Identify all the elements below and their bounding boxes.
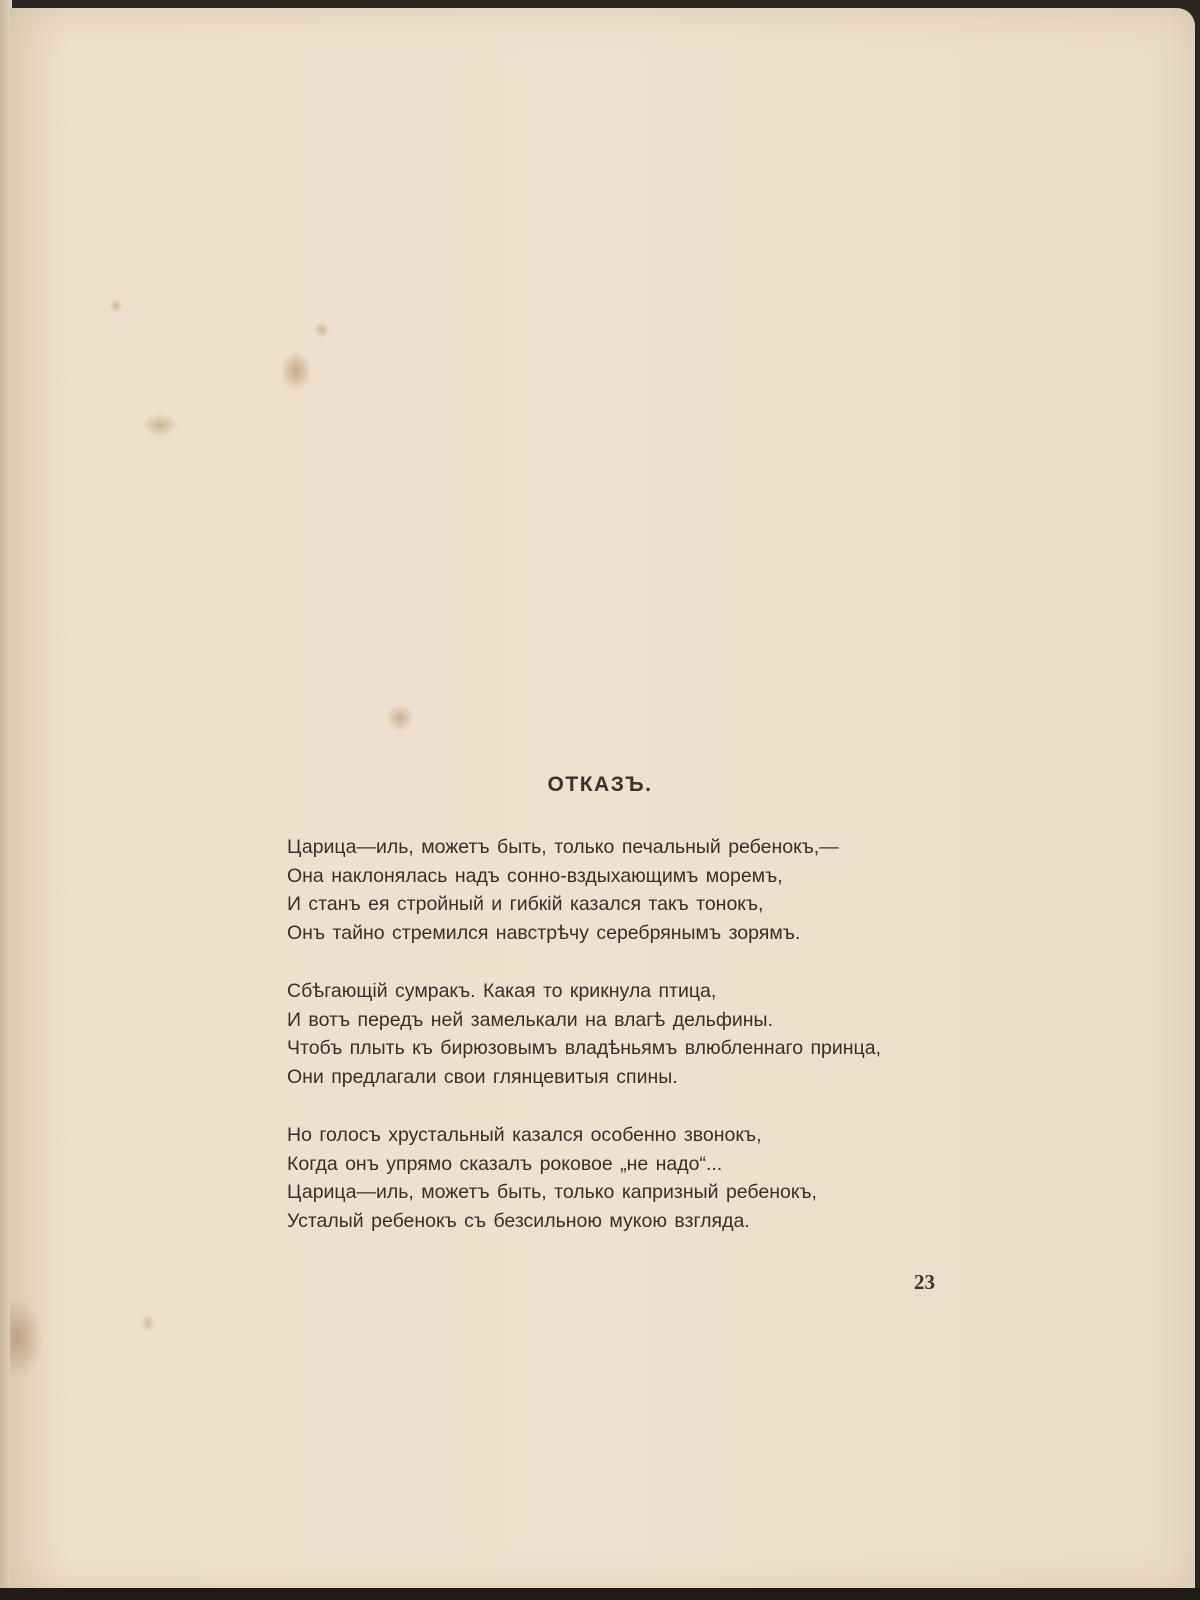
stanza-1	[287, 833, 967, 947]
page-bottom-edge	[0, 1588, 1200, 1600]
poem-line: Усталый ребенокъ съ безсильною мукою взгляда.	[287, 1209, 750, 1232]
poem-line: Но голосъ хрустальный казался особенно звонокъ,	[287, 1124, 762, 1146]
poem-line: И станъ ея стройный и гибкій казался такъ тонокъ,	[287, 893, 764, 915]
stanza-2	[287, 977, 967, 1091]
poem-line: Когда онъ упрямо сказалъ роковое „не надо“...	[287, 1152, 723, 1175]
poem-line: Царица—иль, можетъ быть, только печальный ребенокъ,—	[287, 836, 839, 858]
poem-line: Она наклонялась надъ сонно-вздыхающимъ моремъ,	[287, 864, 783, 887]
poem-line: Чтобъ плыть къ бирюзовымъ владѣньямъ влюбленнаго принца,	[287, 1037, 881, 1059]
stanza-3	[287, 1121, 967, 1235]
poem-line: Царица—иль, можетъ быть, только капризный ребенокъ,	[287, 1181, 817, 1203]
poem-line: Сбѣгающій сумракъ. Какая то крикнула птица,	[287, 980, 717, 1002]
poem-body	[287, 833, 967, 1265]
poem-line: Они предлагали свои глянцевитыя спины.	[287, 1065, 678, 1088]
book-page	[10, 8, 1195, 1593]
page-number: 23	[914, 1270, 935, 1294]
poem-title: ОТКАЗЪ.	[547, 773, 653, 796]
poem-line: Онъ тайно стремился навстрѣчу серебрянымъ зорямъ.	[287, 921, 801, 944]
poem-line: И вотъ передъ ней замелькали на влагѣ дельфины.	[287, 1008, 773, 1031]
